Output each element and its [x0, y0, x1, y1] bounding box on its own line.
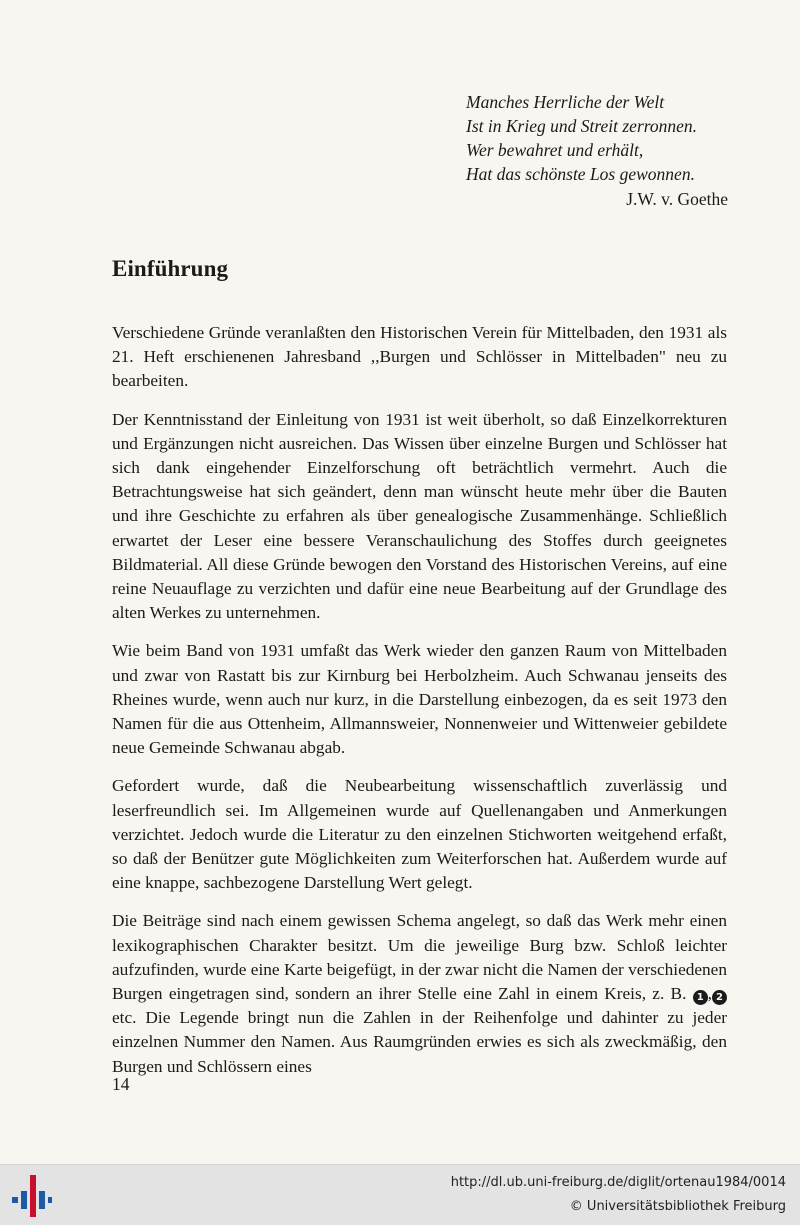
- motto-line-1: Manches Herrliche der Welt: [466, 92, 665, 112]
- paragraph-5-end: etc. Die Legende bringt nun die Zahlen in der Reihenfolge und dahinter zu jeder einzelnen Nummer den Namen. Aus Raumgründen erwies es sich als zweckmäßig, den Burgen und Schlössern eines: [112, 1008, 727, 1076]
- circle-separator: ,: [707, 984, 712, 1004]
- page-number: 14: [112, 1074, 130, 1094]
- paragraph-4: Gefordert wurde, daß die Neubearbeitung wissenschaftlich zuverlässig und leserfreundlich sei. Im Allgemeinen wurde auf Quellenangaben und Anmerkungen verzichtet. Jedoch wurde die Literatur zu den einzelnen Stichworten weitgehend erfaßt, so daß der Benützer gute Möglichkeiten zum Weiterforschen hat. Außerdem wurde auf eine knappe, sachbezogene Darstellung Wert gelegt.: [112, 776, 727, 893]
- paragraph-1: Verschiedene Gründe veranlaßten den Historischen Verein für Mittelbaden, den 1931 als 21. Heft erschienenen Jahresband ,,Burgen und Schlösser in Mittelbaden" neu zu bearbeiten.: [112, 323, 727, 391]
- motto-line-3: Wer bewahret und erhält,: [466, 140, 644, 160]
- circled-number-2: 2: [712, 990, 727, 1005]
- goethe-motto: [466, 90, 766, 186]
- paragraph-3: Wie beim Band von 1931 umfaßt das Werk wieder den ganzen Raum von Mittelbaden und zwar von Rastatt bis zur Kirnburg bei Herbolzheim. Auch Schwanau jenseits des Rheines wurde, wenn auch nur kurz, in die Darstellung einbezogen, da es seit 1973 den Namen für die aus Ottenheim, Allmannsweier, Nonnenweier und Wittenweier gebildete neue Gemeinde Schwanau abgab.: [112, 641, 727, 758]
- circled-number-1: 1: [693, 990, 708, 1005]
- motto-line-2: Ist in Krieg und Streit zerronnen.: [466, 116, 698, 136]
- paragraph-5: [112, 909, 727, 1078]
- footer-bar: [0, 1164, 800, 1225]
- source-url-link[interactable]: http://dl.ub.uni-freiburg.de/diglit/ortenau1984/0014: [450, 1175, 786, 1190]
- paragraph-2: Der Kenntnisstand der Einleitung von 1931 ist weit überholt, so daß Einzelkorrekturen und Ergänzungen nicht ausreichen. Das Wissen über einzelne Burgen und Schlösser hat sich dank eingehender Einzelforschung oft beträchtlich vermehrt. Auch die Betrachtungsweise hat sich geändert, denn man wünscht heute mehr über die Bauten und ihre Geschichte zu erfahren als über genealogische Zusammenhänge. Schließlich erwartet der Leser eine bessere Veranschaulichung des Stoffes durch geeignetes Bildmaterial. All diese Gründe bewogen den Vorstand des Historischen Vereins, auf eine reine Neuauflage zu verzichten und dafür eine neue Bearbeitung auf der Grundlage des alten Werkes zu unternehmen.: [112, 409, 727, 623]
- chapter-heading: Einführung: [112, 256, 229, 281]
- motto-line-4: Hat das schönste Los gewonnen.: [466, 164, 695, 184]
- copyright-notice: © Universitätsbibliothek Freiburg: [569, 1199, 786, 1214]
- paragraph-5-start: Die Beiträge sind nach einem gewissen Schema angelegt, so daß das Werk mehr einen lexikographischen Charakter besitzt. Um die jeweilige Burg bzw. Schloß leichter aufzufinden, wurde eine Karte beigefügt, in der zwar nicht die Namen der verschiedenen Burgen eingetragen sind, sondern an ihrer Stelle eine Zahl in einem Kreis, z. B.: [112, 911, 727, 1004]
- motto-author: J.W. v. Goethe: [626, 189, 728, 209]
- ub-freiburg-logo-icon: [12, 1175, 52, 1217]
- body-text: [112, 321, 727, 1093]
